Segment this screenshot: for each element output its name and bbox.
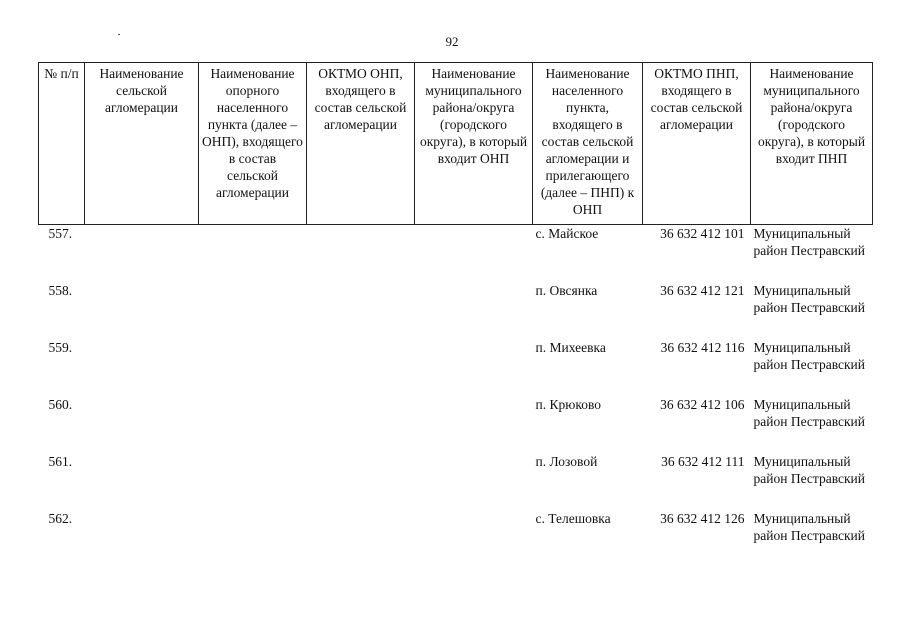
pnp-oktmo: 36 632 412 106 bbox=[660, 397, 745, 412]
empty-cell bbox=[415, 339, 533, 396]
row-number: 557. bbox=[48, 226, 73, 241]
empty-cell bbox=[199, 510, 307, 567]
empty-cell bbox=[307, 510, 415, 567]
empty-cell bbox=[199, 225, 307, 283]
agglomeration-table bbox=[38, 62, 873, 567]
pnp-district: Муниципальный район Пестравский bbox=[753, 397, 865, 429]
header-cell-onp-name: Наименование опорного населенного пункта (далее – ОНП), входящего в состав сельской агломерации bbox=[199, 63, 307, 225]
pnp-district: Муниципальный район Пестравский bbox=[753, 511, 865, 543]
table-row bbox=[39, 339, 873, 396]
header-cell-onp-district: Наименование муниципального района/округа (городского округа), в который входит ОНП bbox=[415, 63, 533, 225]
empty-cell bbox=[199, 339, 307, 396]
empty-cell bbox=[85, 510, 199, 567]
row-number: 562. bbox=[48, 511, 73, 526]
pnp-district: Муниципальный район Пестравский bbox=[753, 283, 865, 315]
table-row bbox=[39, 396, 873, 453]
empty-cell bbox=[415, 282, 533, 339]
pnp-name: с. Телешовка bbox=[535, 511, 611, 526]
pnp-name: с. Майское bbox=[535, 226, 599, 241]
row-number: 558. bbox=[48, 283, 73, 298]
empty-cell bbox=[85, 339, 199, 396]
empty-cell bbox=[307, 339, 415, 396]
empty-cell bbox=[415, 396, 533, 453]
empty-cell bbox=[307, 282, 415, 339]
page-number: 92 bbox=[445, 34, 459, 49]
pnp-name: п. Лозовой bbox=[535, 454, 598, 469]
pnp-district: Муниципальный район Пестравский bbox=[753, 226, 865, 258]
pnp-district: Муниципальный район Пестравский bbox=[753, 340, 865, 372]
table-header-row bbox=[39, 63, 873, 225]
table-row bbox=[39, 225, 873, 283]
pnp-oktmo: 36 632 412 111 bbox=[661, 454, 745, 469]
header-cell-number: № п/п bbox=[39, 63, 85, 225]
empty-cell bbox=[415, 510, 533, 567]
row-number: 559. bbox=[48, 340, 73, 355]
empty-cell bbox=[199, 453, 307, 510]
empty-cell bbox=[199, 282, 307, 339]
header-cell-pnp-oktmo: ОКТМО ПНП, входящего в состав сельской агломерации bbox=[643, 63, 751, 225]
pnp-name: п. Крюково bbox=[535, 397, 601, 412]
pnp-oktmo: 36 632 412 126 bbox=[660, 511, 745, 526]
empty-cell bbox=[85, 453, 199, 510]
pnp-name: п. Михеевка bbox=[535, 340, 606, 355]
table-row bbox=[39, 510, 873, 567]
empty-cell bbox=[415, 453, 533, 510]
header-cell-onp-oktmo: ОКТМО ОНП, входящего в состав сельской агломерации bbox=[307, 63, 415, 225]
pnp-name: п. Овсянка bbox=[535, 283, 598, 298]
table-row bbox=[39, 282, 873, 339]
empty-cell bbox=[85, 225, 199, 283]
empty-cell bbox=[307, 453, 415, 510]
empty-cell bbox=[85, 282, 199, 339]
pnp-district: Муниципальный район Пестравский bbox=[753, 454, 865, 486]
row-number: 561. bbox=[48, 454, 73, 469]
pnp-oktmo: 36 632 412 101 bbox=[660, 226, 745, 241]
header-cell-pnp-district: Наименование муниципального района/округа (городского округа), в который входит ПНП bbox=[751, 63, 873, 225]
empty-cell bbox=[307, 225, 415, 283]
pnp-oktmo: 36 632 412 116 bbox=[660, 340, 745, 355]
empty-cell bbox=[85, 396, 199, 453]
table-row bbox=[39, 453, 873, 510]
header-cell-agglomeration: Наименование сельской агломерации bbox=[85, 63, 199, 225]
empty-cell bbox=[307, 396, 415, 453]
pnp-oktmo: 36 632 412 121 bbox=[660, 283, 745, 298]
empty-cell bbox=[415, 225, 533, 283]
header-cell-pnp-name: Наименование населенного пункта, входящего в состав сельской агломерации и прилегающего (далее – ПНП) к ОНП bbox=[533, 63, 643, 225]
empty-cell bbox=[199, 396, 307, 453]
row-number: 560. bbox=[48, 397, 73, 412]
